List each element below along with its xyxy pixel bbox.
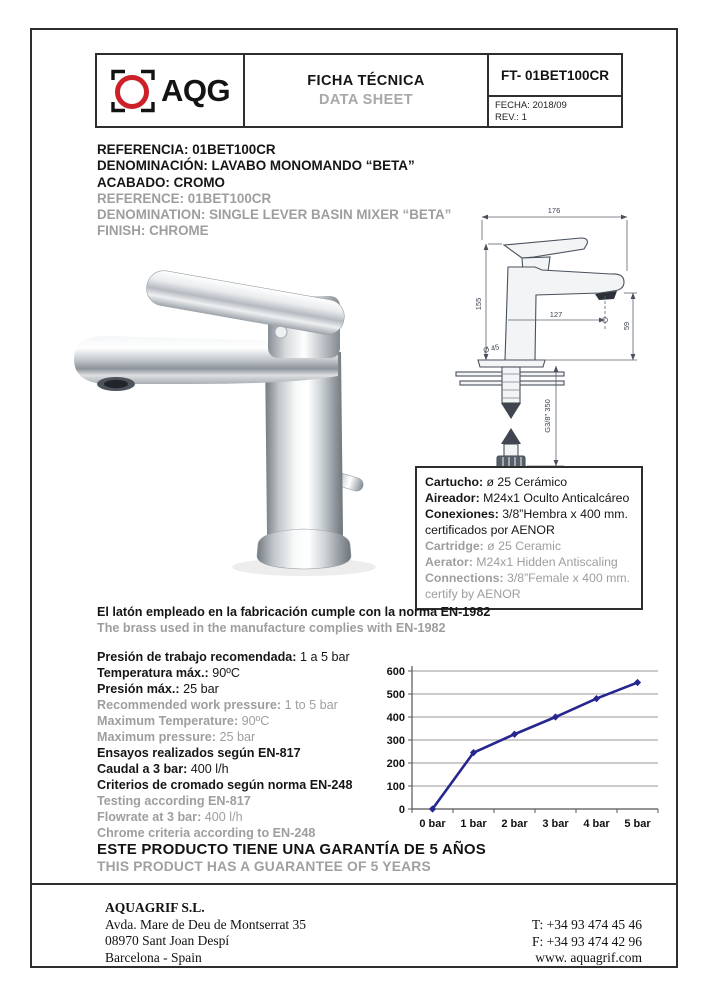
denomination-es: DENOMINACIÓN: LAVABO MONOMANDO “BETA”	[97, 158, 415, 174]
doc-rev: REV.: 1	[495, 111, 527, 123]
norm-statement	[97, 604, 490, 636]
y-tick-label: 300	[386, 735, 405, 747]
aqg-logo-icon	[110, 67, 156, 115]
header-code-cell	[489, 55, 621, 126]
logo-text: AQG	[160, 72, 231, 108]
y-tick-label: 500	[386, 689, 405, 701]
footer-address	[105, 900, 306, 966]
x-tick-label: 4 bar	[583, 818, 610, 830]
x-tick-label: 0 bar	[419, 818, 446, 830]
title-en: DATA SHEET	[319, 92, 413, 108]
x-tick-label: 2 bar	[501, 818, 528, 830]
max-pressure-es: Presión máx.: 25 bar	[97, 682, 219, 696]
address-line-3: Barcelona - Spain	[105, 949, 202, 965]
data-point	[634, 679, 641, 686]
doc-code: FT- 01BET100CR	[489, 55, 621, 97]
x-tick-label: 3 bar	[542, 818, 569, 830]
break-symbols	[501, 403, 521, 444]
norm-en: The brass used in the manufacture complies with EN-1982	[97, 621, 446, 635]
product-photo	[52, 244, 412, 604]
faucet-outline	[456, 238, 624, 469]
company-name: AQUAGRIF S.L.	[105, 900, 205, 915]
guarantee-en: THIS PRODUCT HAS A GUARANTEE OF 5 YEARS	[97, 859, 431, 874]
finish-en: FINISH: CHROME	[97, 223, 209, 239]
max-temp-en: Maximum Temperature: 90ºC	[97, 714, 270, 728]
specs-box	[415, 466, 643, 610]
connections-es: Conexiones: 3/8”Hembra x 400 mm. certificados por AENOR	[425, 507, 628, 537]
reference-en: REFERENCE: 01BET100CR	[97, 190, 272, 206]
address-line-1: Avda. Mare de Deu de Montserrat 35	[105, 916, 307, 932]
dim-spout-height-label: 59	[622, 321, 631, 331]
phone: T: +34 93 474 45 46	[531, 917, 642, 932]
aerator-en: Aerator: M24x1 Hidden Antiscaling	[425, 555, 618, 569]
dim-height-label: 155	[474, 297, 483, 311]
doc-meta	[489, 97, 621, 126]
faucet-base	[257, 529, 351, 569]
aerator-inner	[104, 380, 128, 388]
header	[95, 53, 623, 128]
connections-en: Connections: 3/8”Female x 400 mm. certify by AENOR	[425, 571, 630, 601]
flow-chart-svg	[380, 660, 680, 845]
product-info	[97, 142, 451, 240]
title-es: FICHA TÉCNICA	[307, 73, 425, 89]
work-pressure-en: Recommended work pressure: 1 to 5 bar	[97, 698, 338, 712]
cartridge-en: Cartridge: ø 25 Ceramic	[425, 539, 561, 553]
y-tick-label: 600	[386, 666, 405, 678]
dim-width-label: 176	[547, 206, 561, 215]
logo-red-ring	[117, 77, 146, 106]
aerator-es: Aireador: M24x1 Oculto Anticalcáreo	[425, 491, 630, 505]
logo	[97, 55, 245, 126]
norm-es: El latón empleado en la fabricación cumple con la norma EN-1982	[97, 605, 491, 619]
flow-line	[433, 683, 638, 810]
y-tick-label: 200	[386, 758, 405, 770]
website: www. aquagrif.com	[535, 950, 642, 965]
flowrate-en: Flowrate at 3 bar: 400 l/h	[97, 810, 243, 824]
testing-norm-en: Testing according EN-817	[97, 794, 251, 808]
y-tick-label: 100	[386, 781, 405, 793]
guarantee-es: ESTE PRODUCTO TIENE UNA GARANTÍA DE 5 AÑOS	[97, 841, 486, 858]
address-line-2: 08970 Sant Joan Despí	[105, 933, 230, 948]
x-tick-label: 1 bar	[460, 818, 487, 830]
dim-base-diameter-label: Ø 45	[482, 342, 501, 355]
testing-norm-es: Ensayos realizados según EN-817	[97, 746, 301, 760]
x-tick-label: 5 bar	[624, 818, 651, 830]
footer-contact	[532, 917, 642, 967]
footer-divider	[30, 883, 678, 885]
denomination-en: DENOMINATION: SINGLE LEVER BASIN MIXER “BETA”	[97, 207, 452, 223]
testing-specs	[97, 745, 352, 841]
doc-date: FECHA: 2018/09	[495, 100, 567, 111]
finish-es: ACABADO: CROMO	[97, 174, 225, 190]
header-title	[245, 55, 489, 126]
work-pressure-es: Presión de trabajo recomendada: 1 a 5 bar	[97, 650, 350, 664]
chrome-criteria-en: Chrome criteria according to EN-248	[97, 826, 316, 840]
joint-hole	[275, 326, 287, 338]
max-temp-es: Temperatura máx.: 90ºC	[97, 666, 240, 680]
y-tick-label: 0	[398, 804, 405, 816]
fax: F: +34 93 474 42 96	[532, 933, 642, 949]
reference-es: REFERENCIA: 01BET100CR	[97, 142, 276, 157]
y-tick-label: 400	[386, 712, 405, 724]
flowrate-es: Caudal a 3 bar: 400 l/h	[97, 762, 229, 776]
chrome-criteria-es: Criterios de cromado según norma EN-248	[97, 778, 353, 792]
pressure-specs	[97, 649, 350, 745]
handle-lever	[144, 268, 347, 337]
dim-reach-label: 127	[549, 310, 563, 319]
cartridge-es: Cartucho: ø 25 Cerámico	[425, 475, 568, 489]
max-pressure-en: Maximum pressure: 25 bar	[97, 730, 256, 744]
dim-hose-label: G3/8" 350	[543, 399, 552, 433]
technical-drawing	[438, 198, 676, 470]
